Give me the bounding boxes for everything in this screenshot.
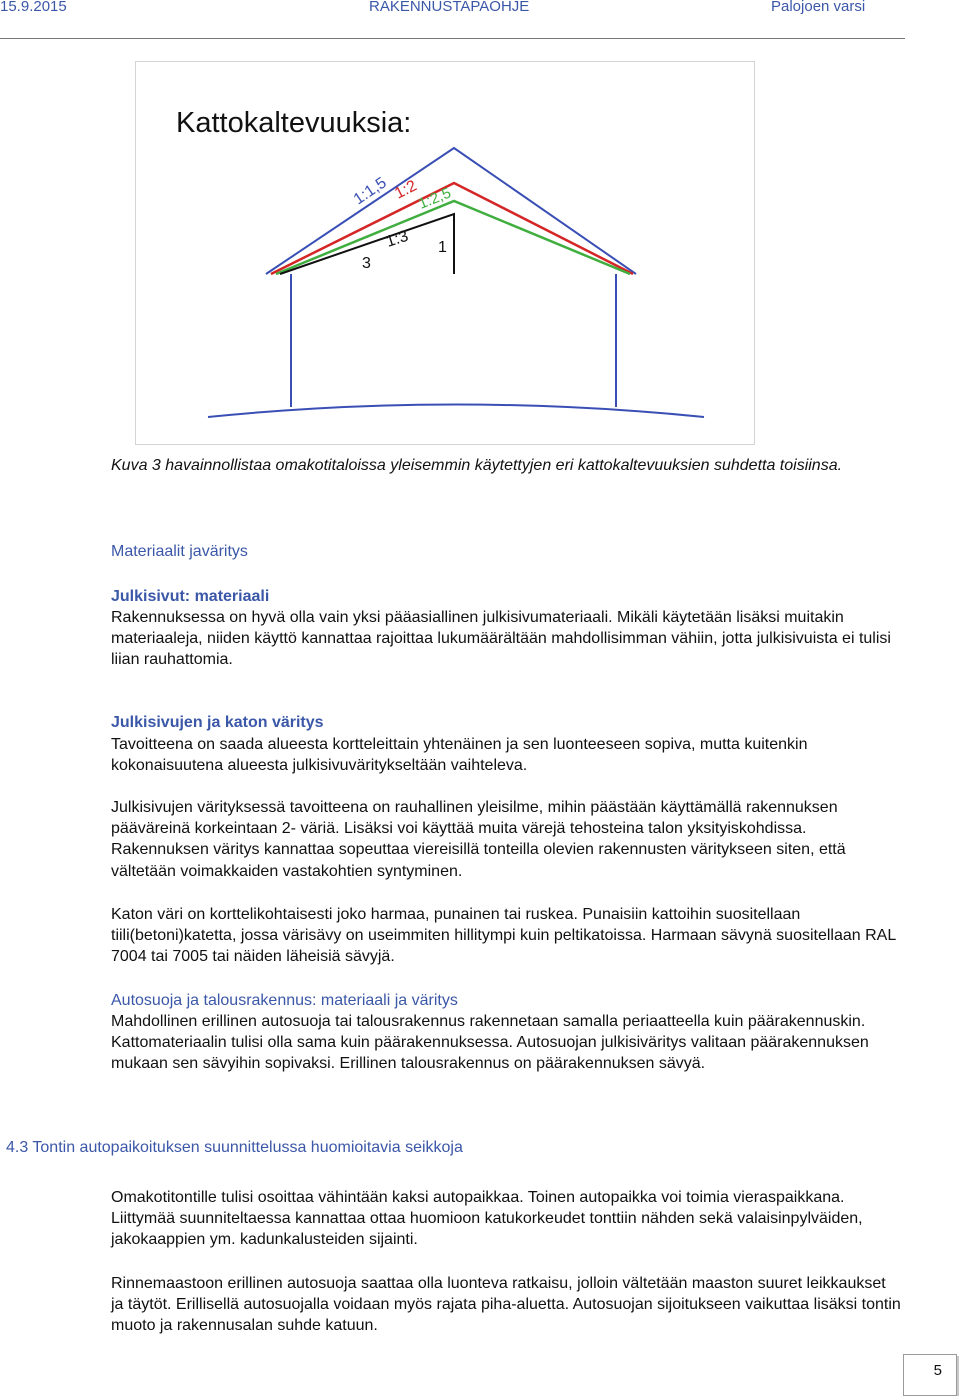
facade-material-title: Julkisivut: materiaali — [111, 588, 270, 605]
label-1-1-5: 1:1,5 — [350, 174, 390, 209]
header-divider — [0, 38, 905, 39]
section-heading-materials: Materiaalit javäritys — [111, 543, 248, 560]
page-header — [0, 0, 960, 22]
header-date: 15.9.2015 — [0, 0, 67, 15]
garage-title: Autosuoja ja talousrakennus: materiaali ja väritys — [111, 992, 458, 1009]
page-number-box — [903, 1354, 957, 1396]
figure-title: Kattokaltevuuksia: — [176, 107, 412, 139]
header-title: RAKENNUSTAPAOHJE — [369, 0, 530, 15]
ground-line — [208, 405, 704, 418]
label-rise: 1 — [438, 239, 447, 256]
header-area: Palojoen varsi — [771, 0, 866, 15]
label-1-2-5: 1:2,5 — [416, 184, 454, 213]
label-1-2: 1:2 — [392, 177, 420, 203]
facade-colour-text-2: Julkisivujen värityksessä tavoitteena on rauhallinen yleisilme, mihin päästään käyttämällä rakennuksen pääväreinä korkeintaan 2- väriä. Lisäksi voi käyttää muita värejä tehosteina talon yksityiskohdissa. Rakennuksen väritys kannattaa sopeuttaa viereisillä tonteilla olevien rakennusten väritykseen siten, että vältetään voimakkaiden vastakohtien syntyminen. — [111, 799, 846, 880]
figure-caption: Kuva 3 havainnollistaa omakotitaloissa yleisemmin käytettyjen eri kattokaltevuuksien suhdetta toisiinsa. — [111, 457, 843, 474]
roof-pitch-diagram — [136, 62, 754, 444]
parking-paragraph-1: Omakotitontille tulisi osoittaa vähintään kaksi autopaikkaa. Toinen autopaikka voi toimia vieraspaikkana. Liittymää suunniteltaessa kannattaa ottaa huomioon katukorkeudet tonttiin nähden sekä valaisinpylväiden, jakokaappien ym. kadunkalusteiden sijainti. — [111, 1189, 863, 1249]
section-heading-parking: 4.3 Tontin autopaikoituksen suunnittelussa huomioitavia seikkoja — [6, 1139, 463, 1156]
parking-paragraph-2: Rinnemaastoon erillinen autosuoja saattaa olla luonteva ratkaisu, jolloin vältetään maaston suuret leikkaukset ja täytöt. Erillisellä autosuojalla voidaan myös rajata piha-aluetta. Autosuojan sijoitukseen vaikuttaa lisäksi tontin muoto ja rakennusalan suhde katuun. — [111, 1275, 901, 1335]
page-number: 5 — [933, 1362, 942, 1379]
label-run: 3 — [362, 255, 371, 272]
facade-colour-title: Julkisivujen ja katon väritys — [111, 714, 324, 731]
roof-colour-text: Katon väri on korttelikohtaisesti joko harmaa, punainen tai ruskea. Punaisiin kattoihin suositellaan tiili(betoni)katetta, jossa värisävy on useimmiten hillitympi kuin peltikatoissa. Harmaan sävynä suositellaan RAL 7004 tai 7005 tai näiden läheisiä sävyjä. — [111, 906, 896, 966]
label-1-3: 1:3 — [383, 227, 411, 251]
facade-colour-text: Tavoitteena on saada alueesta kortteleittain yhtenäinen ja sen luonteeseen sopiva, mutta kuitenkin kokonaisuutena alueesta julkisivuväritykseltään vaihteleva. — [111, 736, 808, 775]
roof-pitch-figure — [135, 61, 755, 445]
garage-text: Mahdollinen erillinen autosuoja tai talousrakennus rakennetaan samalla periaatteella kuin päärakennuskin. Kattomateriaalin tulisi olla sama kuin päärakennuksessa. Autosuojan julkisiväritys valitaan päärakennuksen mukaan sen sävyihin sopivaksi. Erillinen talousrakennus on päärakennuksen sävyä. — [111, 1013, 869, 1073]
facade-material-text: Rakennuksessa on hyvä olla vain yksi pääasiallinen julkisivumateriaali. Mikäli käytetään lisäksi muitakin materiaaleja, niiden käyttö kannattaa rajoittaa lukumäärältään mahdollisimman vähiin, jotta julkisivuista ei tulisi liian rauhattomia. — [111, 609, 891, 669]
